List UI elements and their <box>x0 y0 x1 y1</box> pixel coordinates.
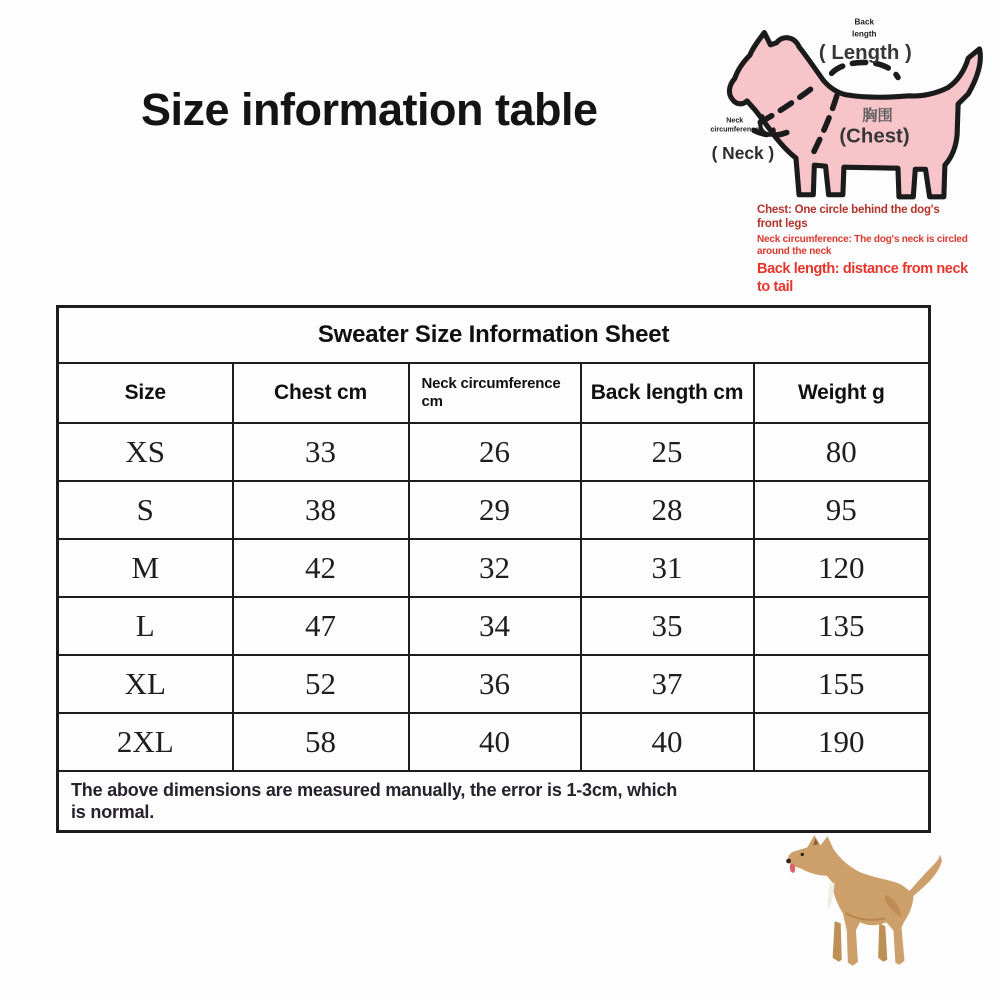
dog-eye <box>801 853 804 856</box>
chest-cell: 52 <box>233 655 409 713</box>
neck-cell: 26 <box>409 423 581 481</box>
dog-far-front-leg <box>833 921 842 962</box>
size-cell: XL <box>58 655 233 713</box>
measurement-notes <box>757 203 997 299</box>
back-length-cell: 25 <box>581 423 754 481</box>
size-cell: L <box>58 597 233 655</box>
neck-label: ( Neck ) <box>711 143 775 164</box>
col-header-size: Size <box>58 363 233 423</box>
neck-cell: 40 <box>409 713 581 771</box>
back-length-cell: 28 <box>581 481 754 539</box>
neck-label-small-2: circumference <box>710 125 760 134</box>
neck-cell: 34 <box>409 597 581 655</box>
table-title-row <box>58 307 930 364</box>
chest-note: Chest: One circle behind the dog's front legs <box>757 204 940 231</box>
table-row-xs <box>58 423 930 481</box>
col-header-neck: Neck circumference cm <box>409 363 581 423</box>
mascot-dog <box>782 832 944 971</box>
chest-cell: 58 <box>233 713 409 771</box>
chest-cell: 38 <box>233 481 409 539</box>
weight-cell: 155 <box>754 655 930 713</box>
weight-cell: 120 <box>754 539 930 597</box>
length-label: ( Length ) <box>818 42 912 65</box>
table-footnote: The above dimensions are measured manually, the error is 1-3cm, which is normal. <box>58 771 930 832</box>
neck-cell: 32 <box>409 539 581 597</box>
col-header-back-length: Back length cm <box>581 363 754 423</box>
chest-label: (Chest) <box>839 125 910 148</box>
table-row-xl <box>58 655 930 713</box>
weight-cell: 190 <box>754 713 930 771</box>
page-title: Size information table <box>141 84 598 135</box>
size-cell: S <box>58 481 233 539</box>
back-length-cell: 37 <box>581 655 754 713</box>
size-table <box>56 305 931 833</box>
weight-cell: 95 <box>754 481 930 539</box>
table-row-s <box>58 481 930 539</box>
back-length-note: Back length: distance from neck to tail <box>757 261 968 295</box>
chest-label-cn: 胸围 <box>862 107 893 125</box>
chest-cell: 42 <box>233 539 409 597</box>
back-length-cell: 35 <box>581 597 754 655</box>
dog-body <box>788 835 942 966</box>
back-length-label-small-1: Back <box>854 17 875 27</box>
table-row-2xl <box>58 713 930 771</box>
col-header-chest: Chest cm <box>233 363 409 423</box>
neck-cell: 29 <box>409 481 581 539</box>
table-header-row <box>58 363 930 423</box>
dog-measurement-diagram <box>701 4 997 208</box>
col-header-weight: Weight g <box>754 363 930 423</box>
tan-dog-illustration <box>782 832 944 971</box>
neck-label-small-1: Neck <box>726 116 744 125</box>
dog-chest-patch <box>828 883 835 910</box>
back-length-cell: 40 <box>581 713 754 771</box>
back-length-cell: 31 <box>581 539 754 597</box>
back-length-measure-line <box>832 62 898 77</box>
table-row-l <box>58 597 930 655</box>
size-cell: 2XL <box>58 713 233 771</box>
dog-far-hind-leg <box>878 923 887 961</box>
neck-note: Neck circumference: The dog's neck is circled around the neck <box>757 234 968 258</box>
chest-cell: 47 <box>233 597 409 655</box>
table-row-m <box>58 539 930 597</box>
table-title: Sweater Size Information Sheet <box>58 307 930 364</box>
size-cell: XS <box>58 423 233 481</box>
chest-cell: 33 <box>233 423 409 481</box>
dog-nose <box>786 859 791 864</box>
pink-dog-illustration <box>701 4 997 208</box>
weight-cell: 135 <box>754 597 930 655</box>
neck-cell: 36 <box>409 655 581 713</box>
back-length-label-small-2: length <box>852 29 877 39</box>
weight-cell: 80 <box>754 423 930 481</box>
size-cell: M <box>58 539 233 597</box>
table-footnote-row <box>58 771 930 832</box>
